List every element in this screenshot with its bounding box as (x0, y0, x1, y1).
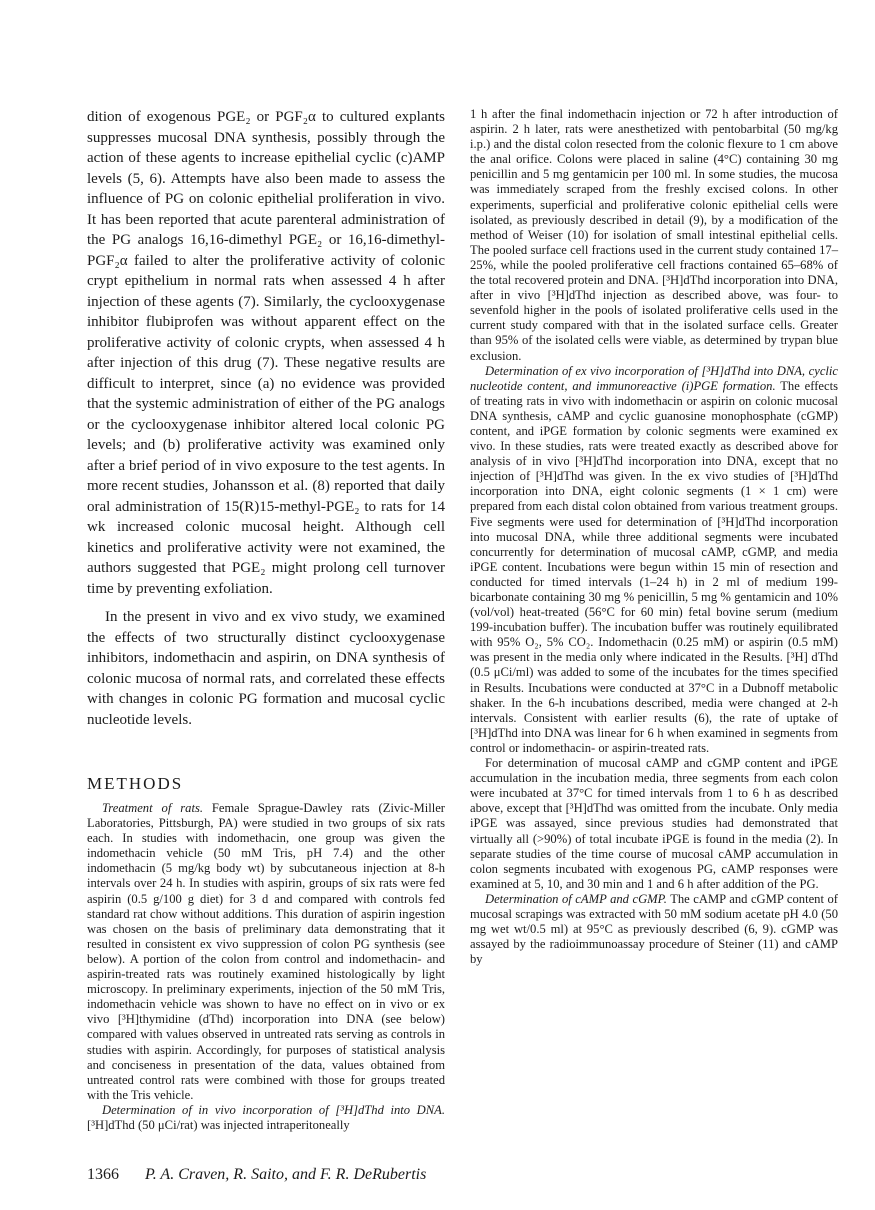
treatment-runin-heading: Treatment of rats. (102, 801, 203, 815)
in-vivo-incorporation-paragraph (87, 1103, 445, 1133)
right-column (470, 107, 838, 967)
camp-cgmp-paragraph (470, 892, 838, 967)
camp-runin-heading: Determination of cAMP and cGMP. (485, 891, 667, 906)
ex-vivo-body: The effects of treating rats in vivo with indomethacin or aspirin on colonic mucosal DNA synthesis, cAMP and cyclic guanosine monophosphate (cGMP) content, and iPGE formation by colonic segments were examined ex vivo. In these studies, rats were treated exactly as described above for analysis of in vivo [³H]dThd incorporation into DNA, except that no injection of [³H]dThd was given. In the ex vivo studies of [³H]dThd incorporation into DNA, eight colonic segments (1 × 1 cm) were prepared from each distal colon obtained from various treatment groups. Five segments were used for determination of [³H]dThd incorporation into mucosal DNA, while three additional segments were incubated concurrently for determination of mucosal cAMP, cGMP, and media iPGE content. Incubations were begun within 15 min of resection and conducted for timed intervals (1–24 h) in 2 ml of medium 199-bicarbonate containing 30 mg % penicillin, 5 mg % gentamicin and 10% (vol/vol) heat-treated (56°C for 60 min) fetal bovine serum (medium 199-incubation buffer). The incubation buffer was routinely equilibrated with 95% O₂, 5% CO₂. Indomethacin (0.25 mM) or aspirin (0.5 mM) was present in the media only where indicated in the Results. [³H] dThd (0.5 μCi/ml) was added to some of the incubates for the times specified in Results. Incubations were conducted at 37°C in a Dubnoff metabolic shaker. In the 6-h incubations described, media were changed at 2-h intervals. Consistent with earlier results (6), the rate of uptake of [³H]dThd into DNA was linear for 6 h when examined in segments from control or indomethacin- or aspirin-treated rats. (470, 378, 838, 755)
intro-paragraph-present-study: In the present in vivo and ex vivo study, we examined the effects of two structurally distinct cyclooxygenase inhibitors, indomethacin and aspirin, on DNA synthesis of colonic mucosa of normal rats, and correlated these effects with changes in colonic PG formation and mucosal cyclic nucleotide levels. (87, 609, 445, 728)
in-vivo-runin-heading: Determination of in vivo incorporation of [³H]dThd into DNA. (102, 1102, 445, 1117)
ex-vivo-runin-heading: Determination of ex vivo incorporation of [³H]dThd into DNA, cyclic nucleotide content, and immunoreactive (i)PGE formation. (470, 363, 838, 393)
treatment-of-rats-paragraph (87, 801, 445, 1103)
in-vivo-paragraph-continued: 1 h after the final indomethacin injection or 72 h after introduction of aspirin. 2 h later, rats were anesthetized with pentobarbital (50 mg/kg i.p.) and the distal colon resected from the colonic flexure to 1 cm above the anal orifice. Colons were placed in saline (4°C) containing 30 mg penicillin and 5 mg gentamicin per 100 ml. In some studies, the mucosa was immediately scraped from the freshly excised colons. In other experiments, superficial and proliferative colonic epithelial cells were isolated, as previously described in detail (9), by a modification of the method of Weiser (10) for isolation of small intestinal epithelial cells. The pooled surface cell fractions used in the current study contained 17–25%, while the pooled proliferative cell fractions contained 65–68% of the total recovered protein and DNA. [³H]dThd incorporation into DNA, after in vivo [³H]dThd injection as described above, was four- to sevenfold higher in the pools of isolated proliferative cells used in the current study compared with that in the isolated surface cells. Greater than 95% of the isolated cells were viable, as determined by trypan blue exclusion. (470, 107, 838, 363)
intro-paragraph-continued: dition of exogenous PGE₂ or PGF₂α to cultured explants suppresses mucosal DNA synthesis, possibly through the action of these agents to increase epithelial cyclic (c)AMP levels (5, 6). Attempts have also been made to assess the influence of PG on colonic epithelial proliferation in vivo. It has been reported that acute parenteral administration of the PG analogs 16,16-dimethyl PGE₂ or 16,16-dimethyl-PGF₂α failed to alter the proliferative activity of colonic crypt epithelium in normal rats when assessed 4 h after injection of these agents (7). Similarly, the cyclooxygenase inhibitor flubiprofen was without apparent effect on the proliferative activity of colonic crypts, when assessed 4 h after injection of this drug (7). These negative results are difficult to interpret, since (a) no evidence was provided that the systemic administration of either of the PG analogs or the cyclooxygenase inhibitor altered local colonic PG levels; and (b) proliferative activity was examined only after a brief period of in vivo exposure to the test agents. In more recent studies, Johansson et al. (8) reported that daily oral administration of 15(R)15-methyl-PGE₂ to rats for 14 wk increased colonic mucosal height. Although cell kinetics and proliferative activity were not examined, the authors suggested that PGE₂ might prolong cell turnover time by preventing exfoliation. (87, 109, 445, 597)
cyclic-nucleotide-paragraph: For determination of mucosal cAMP and cGMP content and iPGE accumulation in the incubation media, three segments from each colon were incubated at 37°C for timed intervals from 1 to 6 h as described above, except that [³H]dThd was omitted from the incubate. Only media iPGE was assayed, since previous studies had demonstrated that virtually all (>90%) of total incubate iPGE is found in the media (2). In separate studies of the time course of mucosal cAMP accumulation in colon segments incubated with exogenous PG, cAMP responses were examined at 5, 10, and 30 min and 1 and 6 h after addition of the PG. (470, 756, 838, 891)
methods-heading: METHODS (87, 774, 184, 793)
page-number: 1366 (87, 1166, 119, 1183)
treatment-body: Female Sprague-Dawley rats (Zivic-Miller Laboratories, Pittsburgh, PA) were studied in two groups of six rats each. In studies with indomethacin, one group was given the indomethacin vehicle (50 mM Tris, pH 7.4) and the other indomethacin (5 mg/kg body wt) by subcutaneous injection at 8-h intervals over 24 h. In studies with aspirin, groups of six rats were fed aspirin (0.5 g/100 g diet) for 3 d and compared with controls fed standard rat chow without additions. This duration of aspirin ingestion was chosen on the basis of preliminary data demonstrating that it resulted in consistent ex vivo suppression of colon PG synthesis (see below). A portion of the colon from control and indomethacin- and aspirin-treated rats was routinely examined histologically by light microscopy. In preliminary experiments, injection of the 50 mM Tris, indomethacin vehicle was shown to have no effect on in vivo or ex vivo [³H]thymidine (dThd) incorporation into DNA (see below) compared with values observed in untreated rats serving as controls in studies with aspirin. Accordingly, for purposes of statistical analysis and conciseness in presentation of the data, values obtained from untreated control rats were combined with those for groups treated with the Tris vehicle. (87, 801, 445, 1102)
camp-body: The cAMP and cGMP content of mucosal scrapings was extracted with 50 mM sodium acetate pH 4.0 (50 mg wet wt/0.5 ml) at 95°C as previously described (6, 9). cGMP was assayed by the radioimmunoassay procedure of Steiner (11) and cAMP by (470, 891, 838, 967)
left-column (87, 107, 445, 1133)
running-authors: P. A. Craven, R. Saito, and F. R. DeRubertis (145, 1166, 427, 1183)
in-vivo-body: [³H]dThd (50 μCi/rat) was injected intraperitoneally (87, 1117, 350, 1132)
ex-vivo-incorporation-paragraph (470, 364, 838, 756)
page-footer (87, 1166, 426, 1184)
